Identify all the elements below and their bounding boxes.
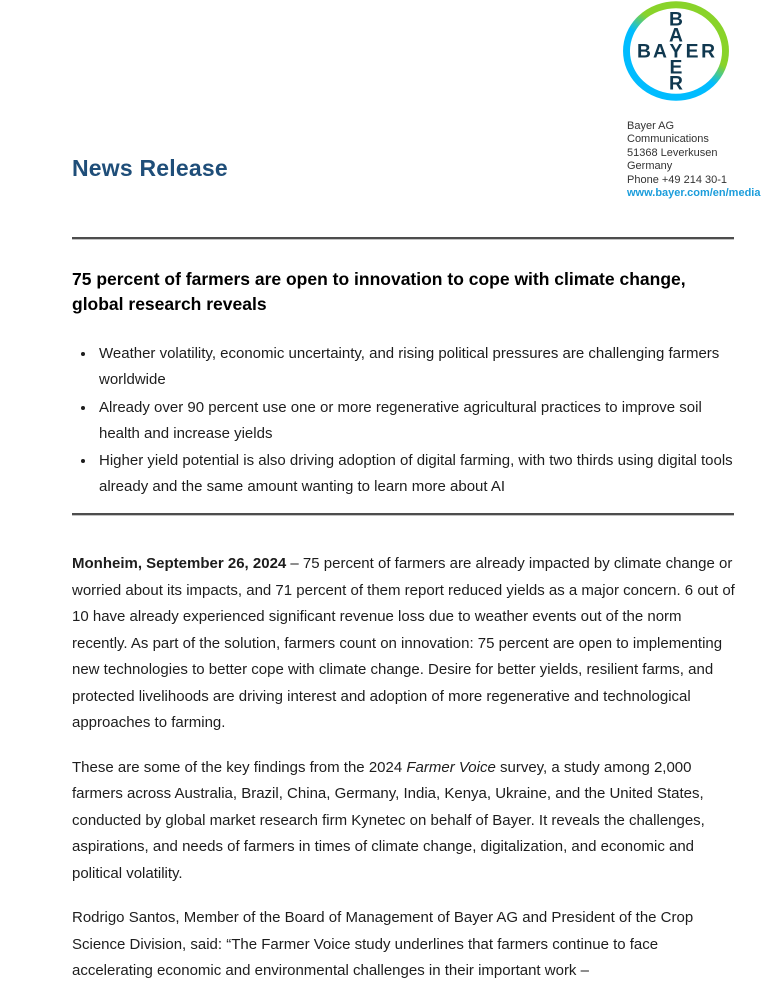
bullet-item: • Already over 90 percent use one or more regenerative agricultural practices to improve soil health and increase yields	[96, 395, 740, 448]
contact-line-dept: Communications	[627, 133, 709, 146]
divider-rule-bottom	[72, 513, 734, 515]
paragraph-text: survey, a study among 2,000 farmers across Australia, Brazil, China, Germany, India, Kenya, Ukraine, and the United States, conducted by global market research firm Kynetec on behalf of Bayer. It reveals the challenges, aspirations, and needs of farmers in times of climate change, digitalization, and economic and political volatility.	[72, 758, 705, 882]
logo-letter: R	[701, 41, 716, 63]
divider-rule-top	[72, 237, 734, 239]
paragraph-text: – 75 percent of farmers are already impacted by climate change or worried about its impacts, and 71 percent of them report reduced yields as a major concern. 6 out of 10 have already experienced significant revenue loss due to weather events out of the norm recently. As part of the solution, farmers count on innovation: 75 percent are open to implementing new technologies to better cope with climate change. Desire for better yields, resilient farms, and protected livelihoods are driving interest and adoption of more regenerative and technological approaches to farming.	[72, 555, 735, 731]
body-paragraph-survey	[72, 755, 738, 888]
logo-letter: E	[669, 57, 683, 79]
bullet-item: • Weather volatility, economic uncertainty, and rising political pressures are challenging farmers worldwide	[96, 341, 740, 394]
contact-line-company: Bayer AG	[627, 120, 675, 132]
bayer-cross-logo-svg	[622, 1, 730, 101]
logo-letter: A	[652, 41, 667, 63]
headline: 75 percent of farmers are open to innovation to cope with climate change, global research reveals	[72, 269, 686, 314]
dateline: Monheim, September 26, 2024	[72, 555, 287, 572]
logo-letter: R	[669, 73, 683, 95]
body-copy	[72, 551, 738, 1000]
bayer-media-link[interactable]: www.bayer.com/en/media	[627, 187, 761, 200]
bayer-cross-logo	[622, 1, 730, 101]
body-paragraph-quote	[72, 905, 738, 985]
bullet-item: • Higher yield potential is also driving adoption of digital farming, with two thirds using digital tools already and the same amount wanting to learn more about AI	[96, 448, 740, 501]
paragraph-text: Rodrigo Santos, Member of the Board of Management of Bayer AG and President of the Crop Science Division, said: “The Farmer Voice study underlines that farmers continue to face accelerating economic and environmental challenges in their important work –	[72, 909, 694, 979]
survey-name: Farmer Voice	[406, 758, 496, 776]
document-type-title: News Release	[72, 155, 228, 181]
logo-letter: A	[669, 25, 683, 47]
logo-letter: B	[669, 9, 683, 31]
body-paragraph-dateline	[72, 551, 738, 737]
summary-bullets	[72, 341, 740, 502]
contact-block	[627, 120, 767, 200]
contact-line-postcode: 51368 Leverkusen	[627, 146, 718, 159]
contact-line-country: Germany	[627, 160, 673, 173]
paragraph-text: These are some of the key findings from the 2024	[72, 758, 407, 776]
logo-letter: Y	[669, 41, 683, 63]
logo-letter: B	[636, 41, 651, 63]
contact-line-phone: Phone +49 214 30-1	[627, 173, 728, 186]
logo-letter: E	[685, 41, 699, 63]
